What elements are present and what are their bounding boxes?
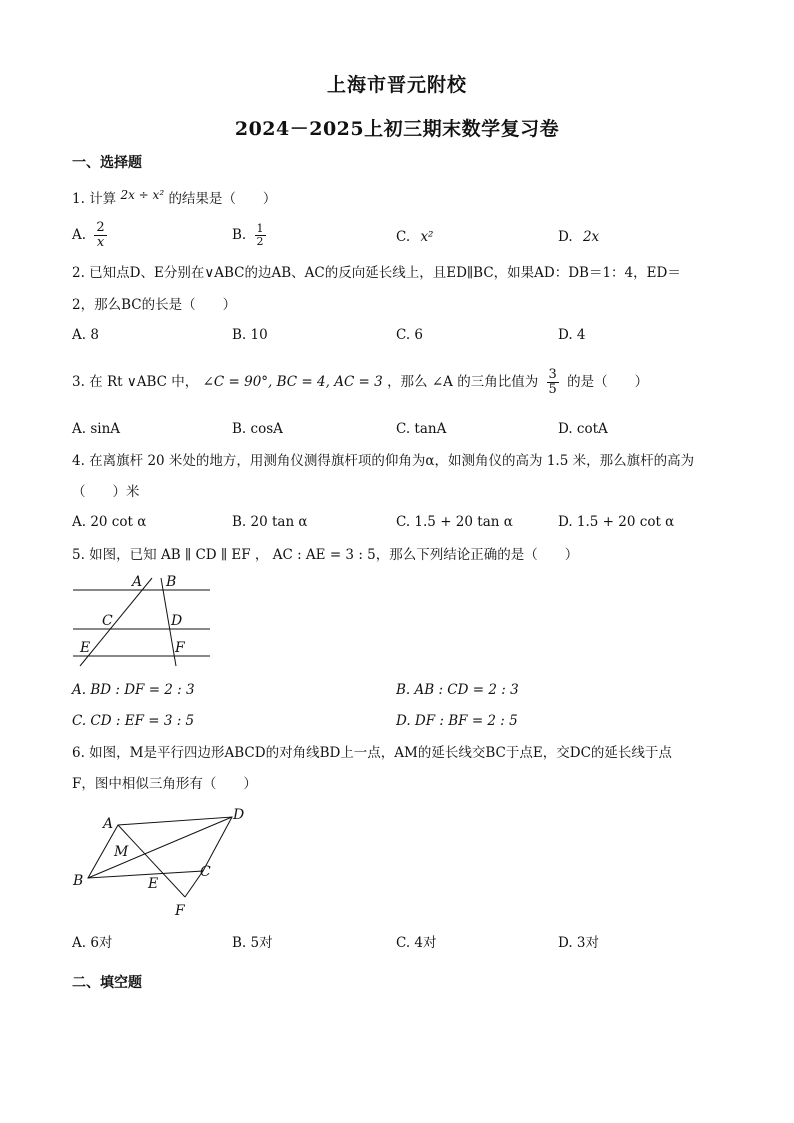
q3-condition: ∠C = 90°, BC = 4, AC = 3 [202,374,383,390]
q6-parallelogram-figure [70,803,260,923]
label-m: M [114,844,129,860]
q3-prefix: 3. 在 Rt ∨ABC 中， [72,374,199,390]
q2-option-b: B. 10 [232,327,268,343]
q6-option-a: A. 6对 [72,935,113,951]
q4-option-d: D. 1.5 + 20 cot α [558,514,675,530]
q4-option-c: C. 1.5 + 20 tan α [396,514,513,530]
q1-suffix: 的结果是（ ） [168,191,277,207]
question-2-line2: 2，那么BC的长是（ ） [72,297,237,313]
transversal-ae [80,578,152,666]
q1-expression: 2x ÷ x² [120,188,165,202]
q3-option-d: D. cotA [558,421,608,437]
label-b: B [166,574,177,590]
section-fill-heading: 二、填空题 [72,975,142,991]
question-5: 5. 如图，已知 AB ∥ CD ∥ EF ， AC : AE = 3 : 5，那么下列结论正确的是（ ） [72,547,579,563]
question-4-line2: （ ）米 [72,484,140,500]
q5-option-d: D. DF : BF = 2 : 5 [396,713,518,729]
q1-option-d: D. 2x [558,229,600,245]
label-f: F [175,640,185,656]
q1-option-a-fraction: $\frac{2}{x}$ [96,220,105,250]
q6-option-d: D. 3对 [558,935,600,951]
q6-option-c: C. 4对 [396,935,437,951]
label-d: D [171,613,183,629]
q2-option-d: D. 4 [558,327,586,343]
q1-option-c: C. x² [396,229,434,245]
section-choice-heading: 一、选择题 [72,155,142,171]
q2-option-a: A. 8 [72,327,99,343]
label-c: C [200,864,211,880]
label-c: C [102,613,113,629]
q1-option-b: B. $\frac{1}{2}$ [232,222,264,248]
question-6-line2: F，图中相似三角形有（ ） [72,776,257,792]
q5-parallel-lines-figure [70,570,215,670]
question-6-line1: 6. 如图，M是平行四边形ABCD的对角线BD上一点，AM的延长线交BC于点E，交DC的延长线于点 [72,745,672,761]
label-b: B [73,873,84,889]
q3-suffix: 的是（ ） [567,374,649,390]
label-d: D [233,807,245,823]
q1-option-a: A. $\frac{2}{x}$ [72,220,105,250]
q1-prefix: 1. 计算 [72,191,117,207]
label-a: A [132,574,143,590]
q3-option-a: A. sinA [72,421,121,437]
q3-option-b: B. cosA [232,421,283,437]
q3-option-c: C. tanA [396,421,447,437]
label-e: E [148,876,159,892]
q1-option-b-fraction: $\frac{1}{2}$ [256,222,264,248]
q3-mid: ，那么 ∠A 的三角比值为 [387,374,539,390]
question-3 [72,368,732,397]
q6-option-b: B. 5对 [232,935,273,951]
q3-fraction: $\frac{3}{5}$ [548,367,557,397]
label-f: F [175,903,185,919]
q5-option-c: C. CD : EF = 3 : 5 [72,713,195,729]
school-name: 上海市晋元附校 [326,74,467,96]
q4-option-a: A. 20 cot α [72,514,147,530]
exam-title: 2024－2025上初三期末数学复习卷 [234,118,560,140]
label-e: E [80,640,91,656]
question-4-line1: 4. 在离旗杆 20 米处的地方，用测角仪测得旗杆项的仰角为α，如测角仪的高为 1.5 米，那么旗杆的高为 [72,453,695,469]
q2-option-c: C. 6 [396,327,424,343]
label-a: A [103,816,114,832]
q4-option-b: B. 20 tan α [232,514,308,530]
question-2-line1: 2. 已知点D、E分别在∨ABC的边AB、AC的反向延长线上，且ED∥BC，如果AD：DB＝1：4，ED＝ [72,265,681,281]
q5-option-a: A. BD : DF = 2 : 3 [72,682,195,698]
q5-option-b: B. AB : CD = 2 : 3 [396,682,519,698]
question-1 [72,189,732,209]
